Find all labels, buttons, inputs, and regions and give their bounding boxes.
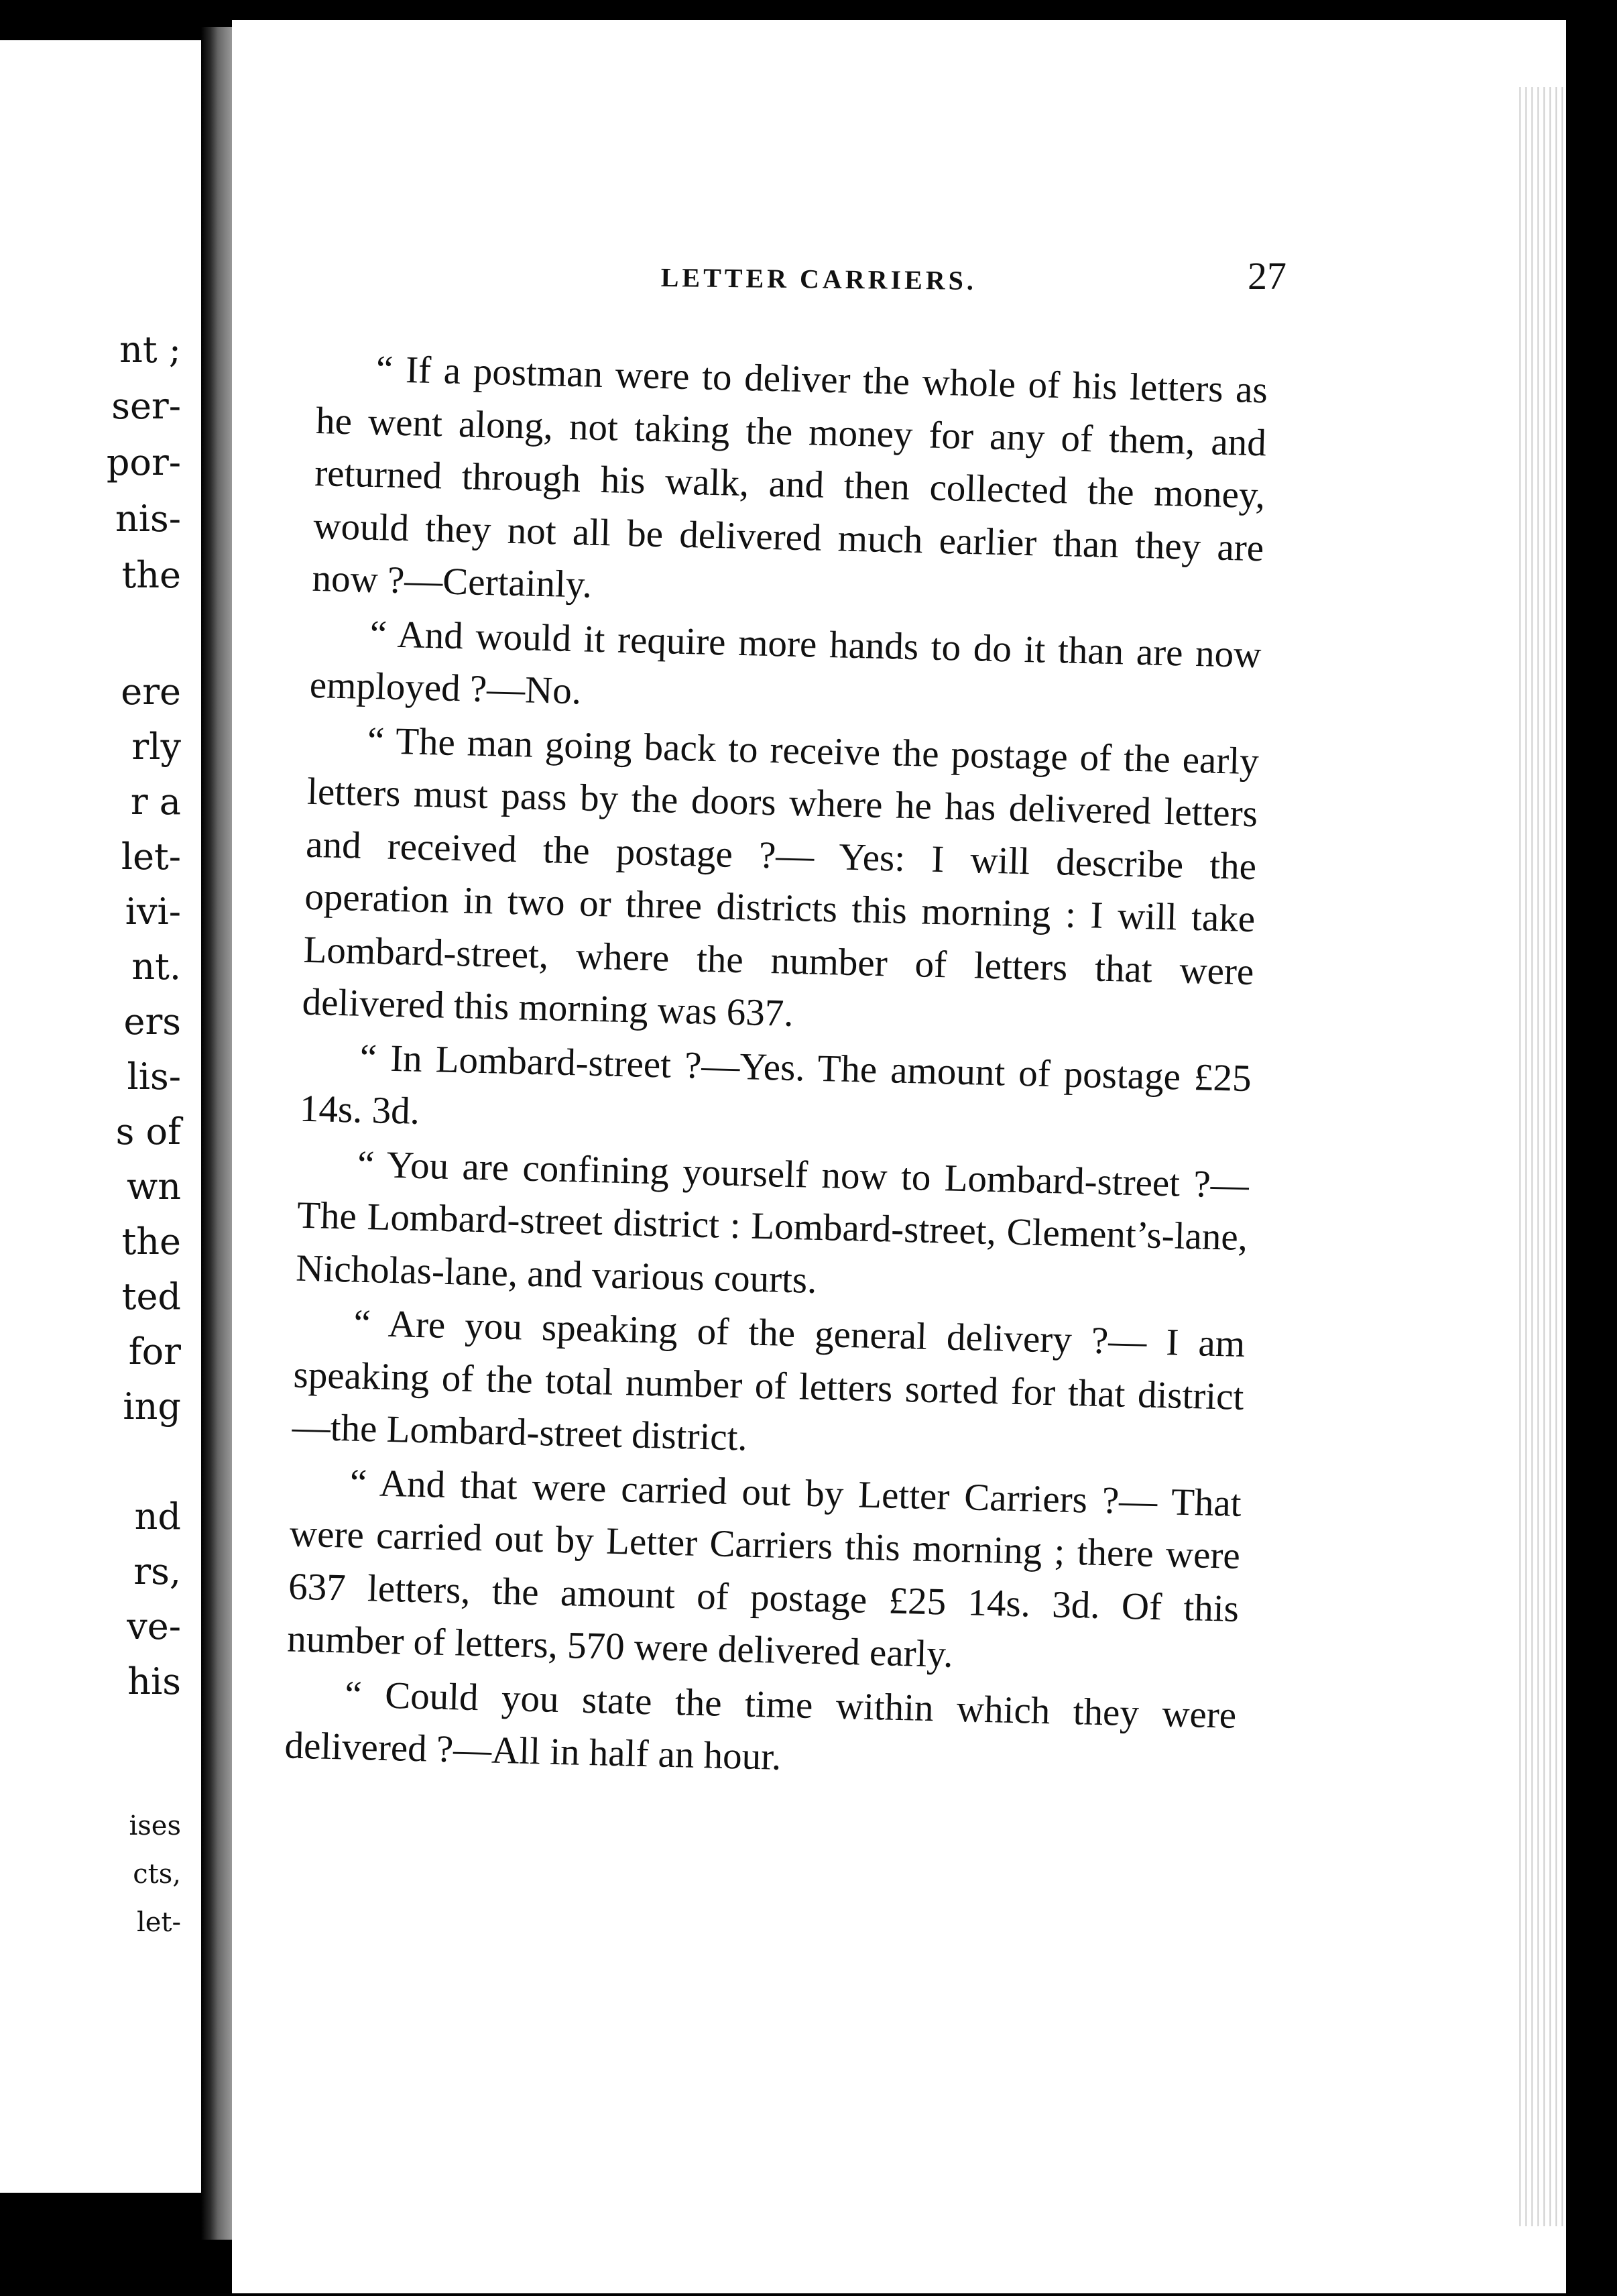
left-page-fragment: nt. [131,945,181,988]
paragraph: “ If a postman were to deliver the whole of his letters as he went along, not taking the money for any of them, and returned through his walk, and then collected the money, would they not all be delivered much earlier than they are now ?—Certainly. [311,348,1268,606]
left-page-fragment: let- [136,1907,181,1938]
paragraph: “ And that were carried out by Letter Carriers ?— That were carried out by Letter Carriers this morning ; there were 637 letters, the amount of postage £25 14s. 3d. Of this number of letters, 570 were delivered early. [286,1461,1242,1676]
paragraph: “ And would it require more hands to do it than are now employed ?—No. [309,612,1262,713]
left-page-fragment: the [121,554,181,596]
left-page-fragment: ser- [111,385,181,427]
paragraph: “ Are you speaking of the general delivery ?— I am speaking of the total number of letters sorted for that district—the Lombard-street district. [292,1302,1246,1459]
left-page-fragment: let- [121,836,181,878]
left-page-fragment: rly [131,726,181,768]
left-facing-page [0,40,201,2193]
paragraph: “ In Lombard-street ?—Yes. The amount of postage £25 14s. 3d. [299,1036,1252,1133]
right-page [232,20,1566,2293]
left-page-fragment: lis- [127,1055,181,1098]
left-page-fragment: rs, [133,1550,181,1593]
left-page-fragment: the [121,1220,181,1263]
running-head: LETTER CARRIERS. [660,262,977,296]
left-page-fragment: for [128,1330,181,1373]
paragraph: “ Could you state the time within which they were delivered ?—All in half an hour. [284,1673,1237,1778]
left-page-fragment: ises [129,1811,181,1841]
book-gutter [201,27,232,2240]
paragraph: “ The man going back to receive the postage of the early letters must pass by the doors where he has delivered letters and received the postage ?— Yes: I will describe the operation in two or three districts this morning : I will take Lombard-street, where the number of letters that were delivered this morning was 637. [302,719,1260,1035]
body-text [284,342,1268,1796]
page-header [232,254,1566,315]
left-page-fragment: nis- [115,498,181,540]
left-page-fragment: ve- [127,1605,181,1648]
left-page-fragment: r a [130,781,181,823]
left-page-fragment: nd [134,1495,181,1538]
paragraph: “ You are confining yourself now to Lombard-street ?—The Lombard-street district : Lombard-street, Clement’s-lane, Nicholas-lane, and various courts. [295,1143,1250,1302]
left-page-fragment: ers [123,1000,181,1043]
left-page-fragment: ivi- [125,891,181,933]
left-page-fragment: his [127,1660,181,1703]
page-number: 27 [1248,254,1286,298]
left-page-fragment: ere [121,671,181,713]
left-page-fragment: cts, [133,1859,181,1890]
left-page-fragment: ing [123,1385,181,1428]
left-page-fragment: ted [121,1275,181,1318]
left-page-fragment: s of [115,1110,181,1153]
left-page-fragment: wn [127,1165,181,1208]
left-page-fragment: por- [106,441,181,483]
page-edges [1515,87,1566,2226]
left-page-fragment: nt ; [119,329,181,371]
